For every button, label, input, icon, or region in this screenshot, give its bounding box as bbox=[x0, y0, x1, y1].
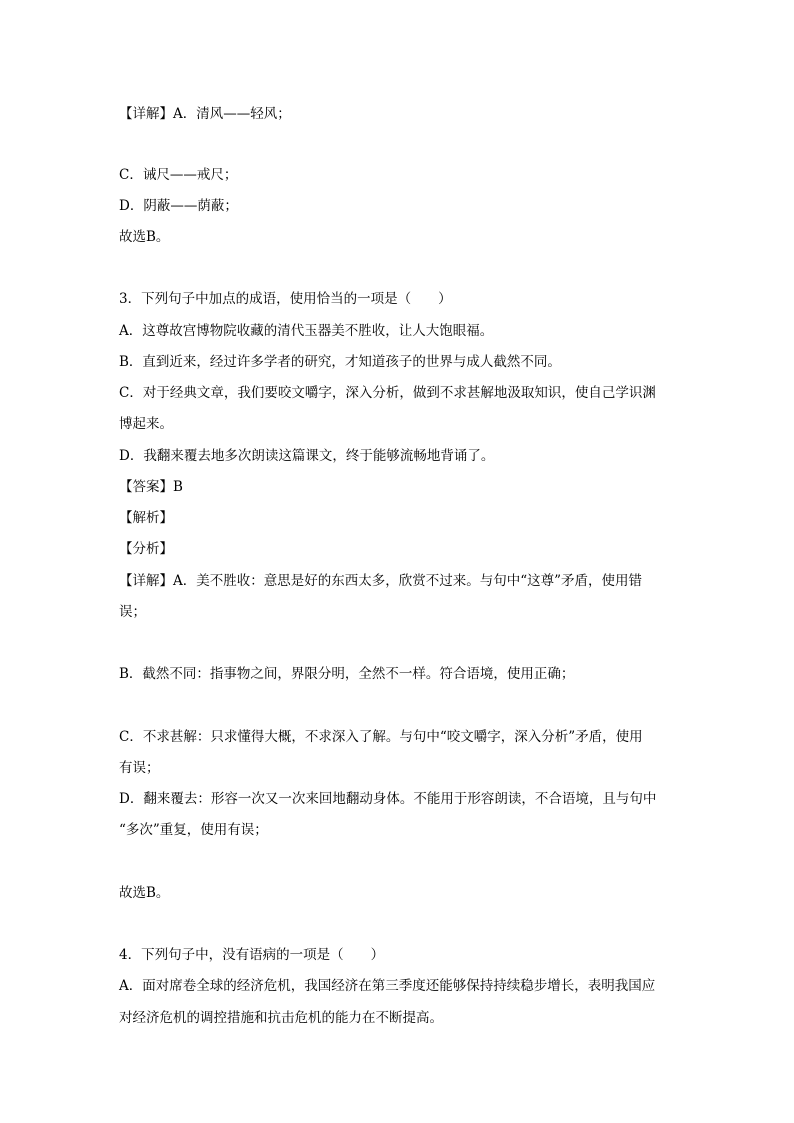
text-line: 对经济危机的调控措施和抗击危机的能力在不断提高。 bbox=[119, 1010, 443, 1026]
text-line: 有误； bbox=[119, 760, 160, 776]
text-line: 【详解】A．美不胜收：意思是好的东西太多，欣赏不过来。与句中“这尊”矛盾，使用错 bbox=[119, 573, 643, 589]
text-line: “多次”重复，使用有误； bbox=[119, 822, 268, 838]
text-line: 3．下列句子中加点的成语，使用恰当的一项是（ ） bbox=[119, 291, 452, 307]
text-line: A．面对席卷全球的经济危机，我国经济在第三季度还能够保持持续稳步增长，表明我国应 bbox=[119, 978, 656, 994]
text-line: 误； bbox=[119, 604, 146, 620]
text-line: A．这尊故宫博物院收藏的清代玉器美不胜收，让人大饱眼福。 bbox=[119, 323, 494, 339]
text-line: C．对于经典文章，我们要咬文嚼字，深入分析，做到不求甚解地汲取知识，使自己学识渊 bbox=[119, 385, 656, 401]
text-line: 【解析】 bbox=[119, 510, 173, 526]
text-line: C．诫尺——戒尺； bbox=[119, 167, 238, 183]
text-line: 博起来。 bbox=[119, 416, 173, 432]
text-line: B．截然不同：指事物之间，界限分明，全然不一样。符合语境，使用正确； bbox=[119, 666, 575, 682]
text-line: D．翻来覆去：形容一次又一次来回地翻动身体。不能用于形容朗读，不合语境，且与句中 bbox=[119, 791, 657, 807]
text-line: B．直到近来，经过许多学者的研究，才知道孩子的世界与成人截然不同。 bbox=[119, 354, 561, 370]
text-line: 【分析】 bbox=[119, 541, 173, 557]
text-line: D．我翻来覆去地多次朗读这篇课文，终于能够流畅地背诵了。 bbox=[119, 448, 495, 464]
text-line: 故选B。 bbox=[119, 229, 170, 245]
text-line: C．不求甚解：只求懂得大概，不求深入了解。与句中“咬文嚼字，深入分析”矛盾，使用 bbox=[119, 729, 643, 745]
text-line: 4．下列句子中，没有语病的一项是（ ） bbox=[119, 947, 385, 963]
text-line: 【答案】B bbox=[119, 479, 183, 495]
text-line: 故选B。 bbox=[119, 885, 170, 901]
text-line: D．阴蔽——荫蔽； bbox=[119, 198, 238, 214]
text-line: 【详解】A．清风——轻风； bbox=[119, 106, 291, 122]
